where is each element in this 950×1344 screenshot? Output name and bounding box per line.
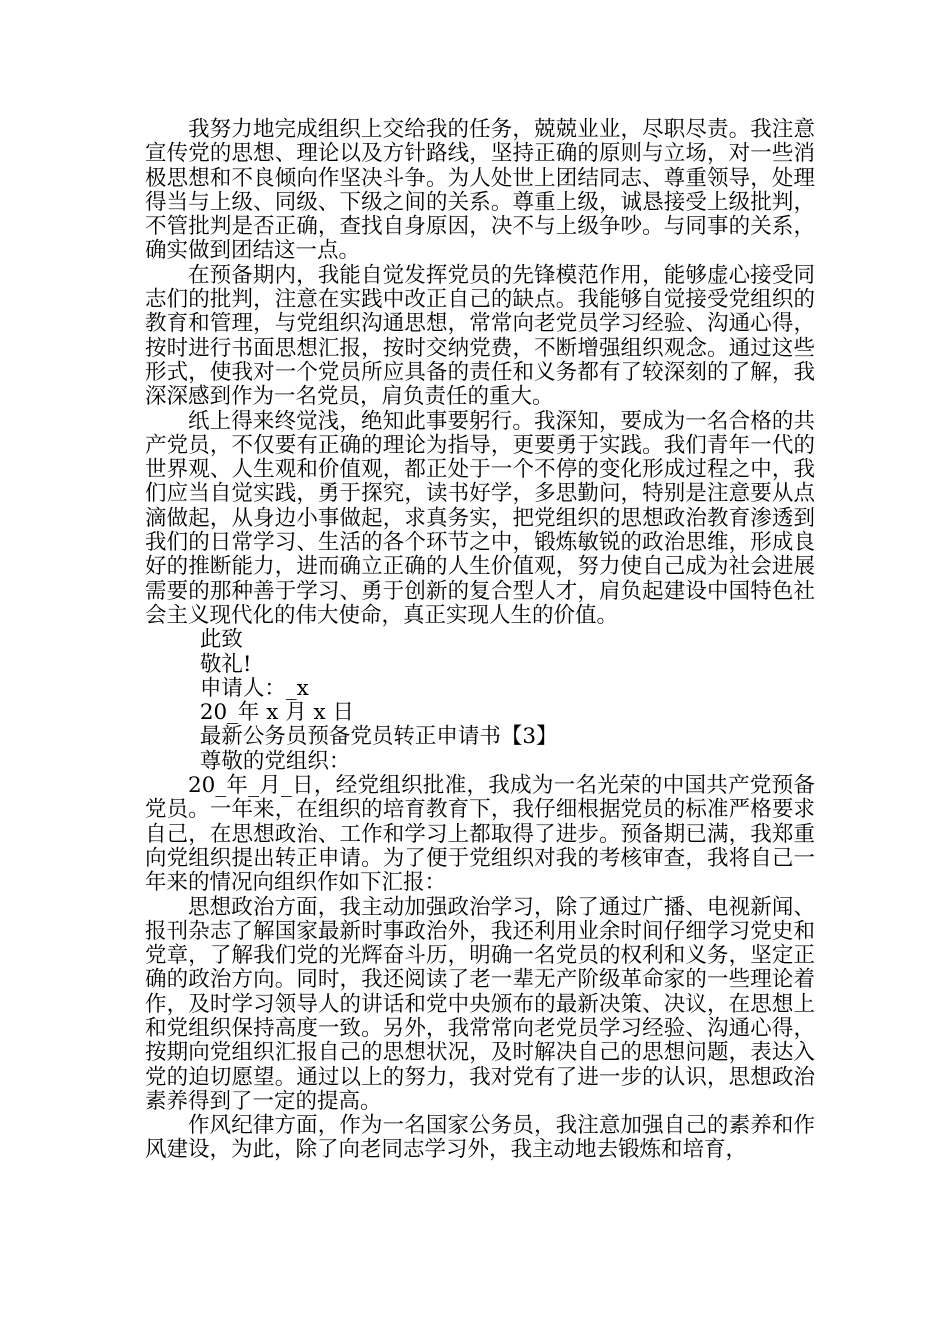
body-paragraph: 作风纪律方面，作为一名国家公务员，我注意加强自己的素养和作风建设，为此，除了向老同志学习外，我主动地去锻炼和培育， [145,1113,815,1163]
body-paragraph: 在预备期内，我能自觉发挥党员的先锋模范作用，能够虚心接受同志们的批判，注意在实践中改正自己的缺点。我能够自觉接受党组织的教育和管理，与党组织沟通思想，常常向老党员学习经验、沟通心得，按时进行书面思想汇报，按时交纳党费，不断增强组织观念。通过这些形式，使我对一个党员所应具备的责任和义务都有了较深刻的了解，我深深感到作为一名党员，肩负责任的重大。 [145,262,815,410]
body-paragraph: 我努力地完成组织上交给我的任务，兢兢业业，尽职尽责。我注意宣传党的思想、理论以及方针路线，坚持正确的原则与立场，对一些消极思想和不良倾向作坚决斗争。为人处世上团结同志、尊重领导，处理得当与上级、同级、下级之间的关系。尊重上级，诚恳接受上级批判，不管批判是否正确，查找自身原因，决不与上级争吵。与同事的关系，确实做到团结这一点。 [145,117,815,264]
body-paragraph: 思想政治方面，我主动加强政治学习，除了通过广播、电视新闻、报刊杂志了解国家最新时事政治外，我还利用业余时间仔细学习党史和党章，了解我们党的光辉奋斗历，明确一名党员的权利和义务，坚定正确的政治方向。同时，我还阅读了老一辈无产阶级革命家的一些理论着作，及时学习领导人的讲话和党中央颁布的最新决策、决议，在思想上和党组织保持高度一致。另外，我常常向老党员学习经验、沟通心得，按期向党组织汇报自己的思想状况，及时解决自己的思想问题，表达入党的迫切愿望。通过以上的努力，我对党有了进一步的认识，思想政治素养得到了一定的提高。 [145,894,815,1114]
body-paragraph: 纸上得来终觉浅，绝知此事要躬行。我深知，要成为一名合格的共产党员，不仅要有正确的理论为指导，更要勇于实践。我们青年一代的世界观、人生观和价值观，都正处于一个不停的变化形成过程之中，我们应当自觉实践，勇于探究，读书好学，多思勤问，特别是注意要从点滴做起，从身边小事做起，求真务实，把党组织的思想政治教育渗透到我们的日常学习、生活的各个环节之中，锻炼敏锐的政治思维，形成良好的推断能力，进而确立正确的人生价值观，努力使自己成为社会进展需要的那种善于学习、勇于创新的复合型人才，肩负起建设中国特色社会主义现代化的伟大使命，真正实现人生的价值。 [145,408,815,628]
closing-line: 此致 [199,627,243,653]
salute-line: 敬礼! [199,651,252,677]
section-title: 最新公务员预备党员转正申请书【3】 [199,724,558,750]
greeting-line: 尊敬的党组织： [199,748,351,774]
date-line: 20_年 x 月 x 日 [199,700,355,726]
applicant-line: 申请人：_x [199,675,309,701]
document-page [145,118,815,1163]
body-paragraph: 20_年_月_日，经党组织批准，我成为一名光荣的中国共产党预备党员。一年来，在组织的培育教育下，我仔细根据党员的标准严格要求自己，在思想政治、工作和学习上都取得了进步。预备期已满，我郑重向党组织提出转正申请。为了便于党组织对我的考核审查，我将自己一年来的情况向组织作如下汇报： [145,773,815,896]
